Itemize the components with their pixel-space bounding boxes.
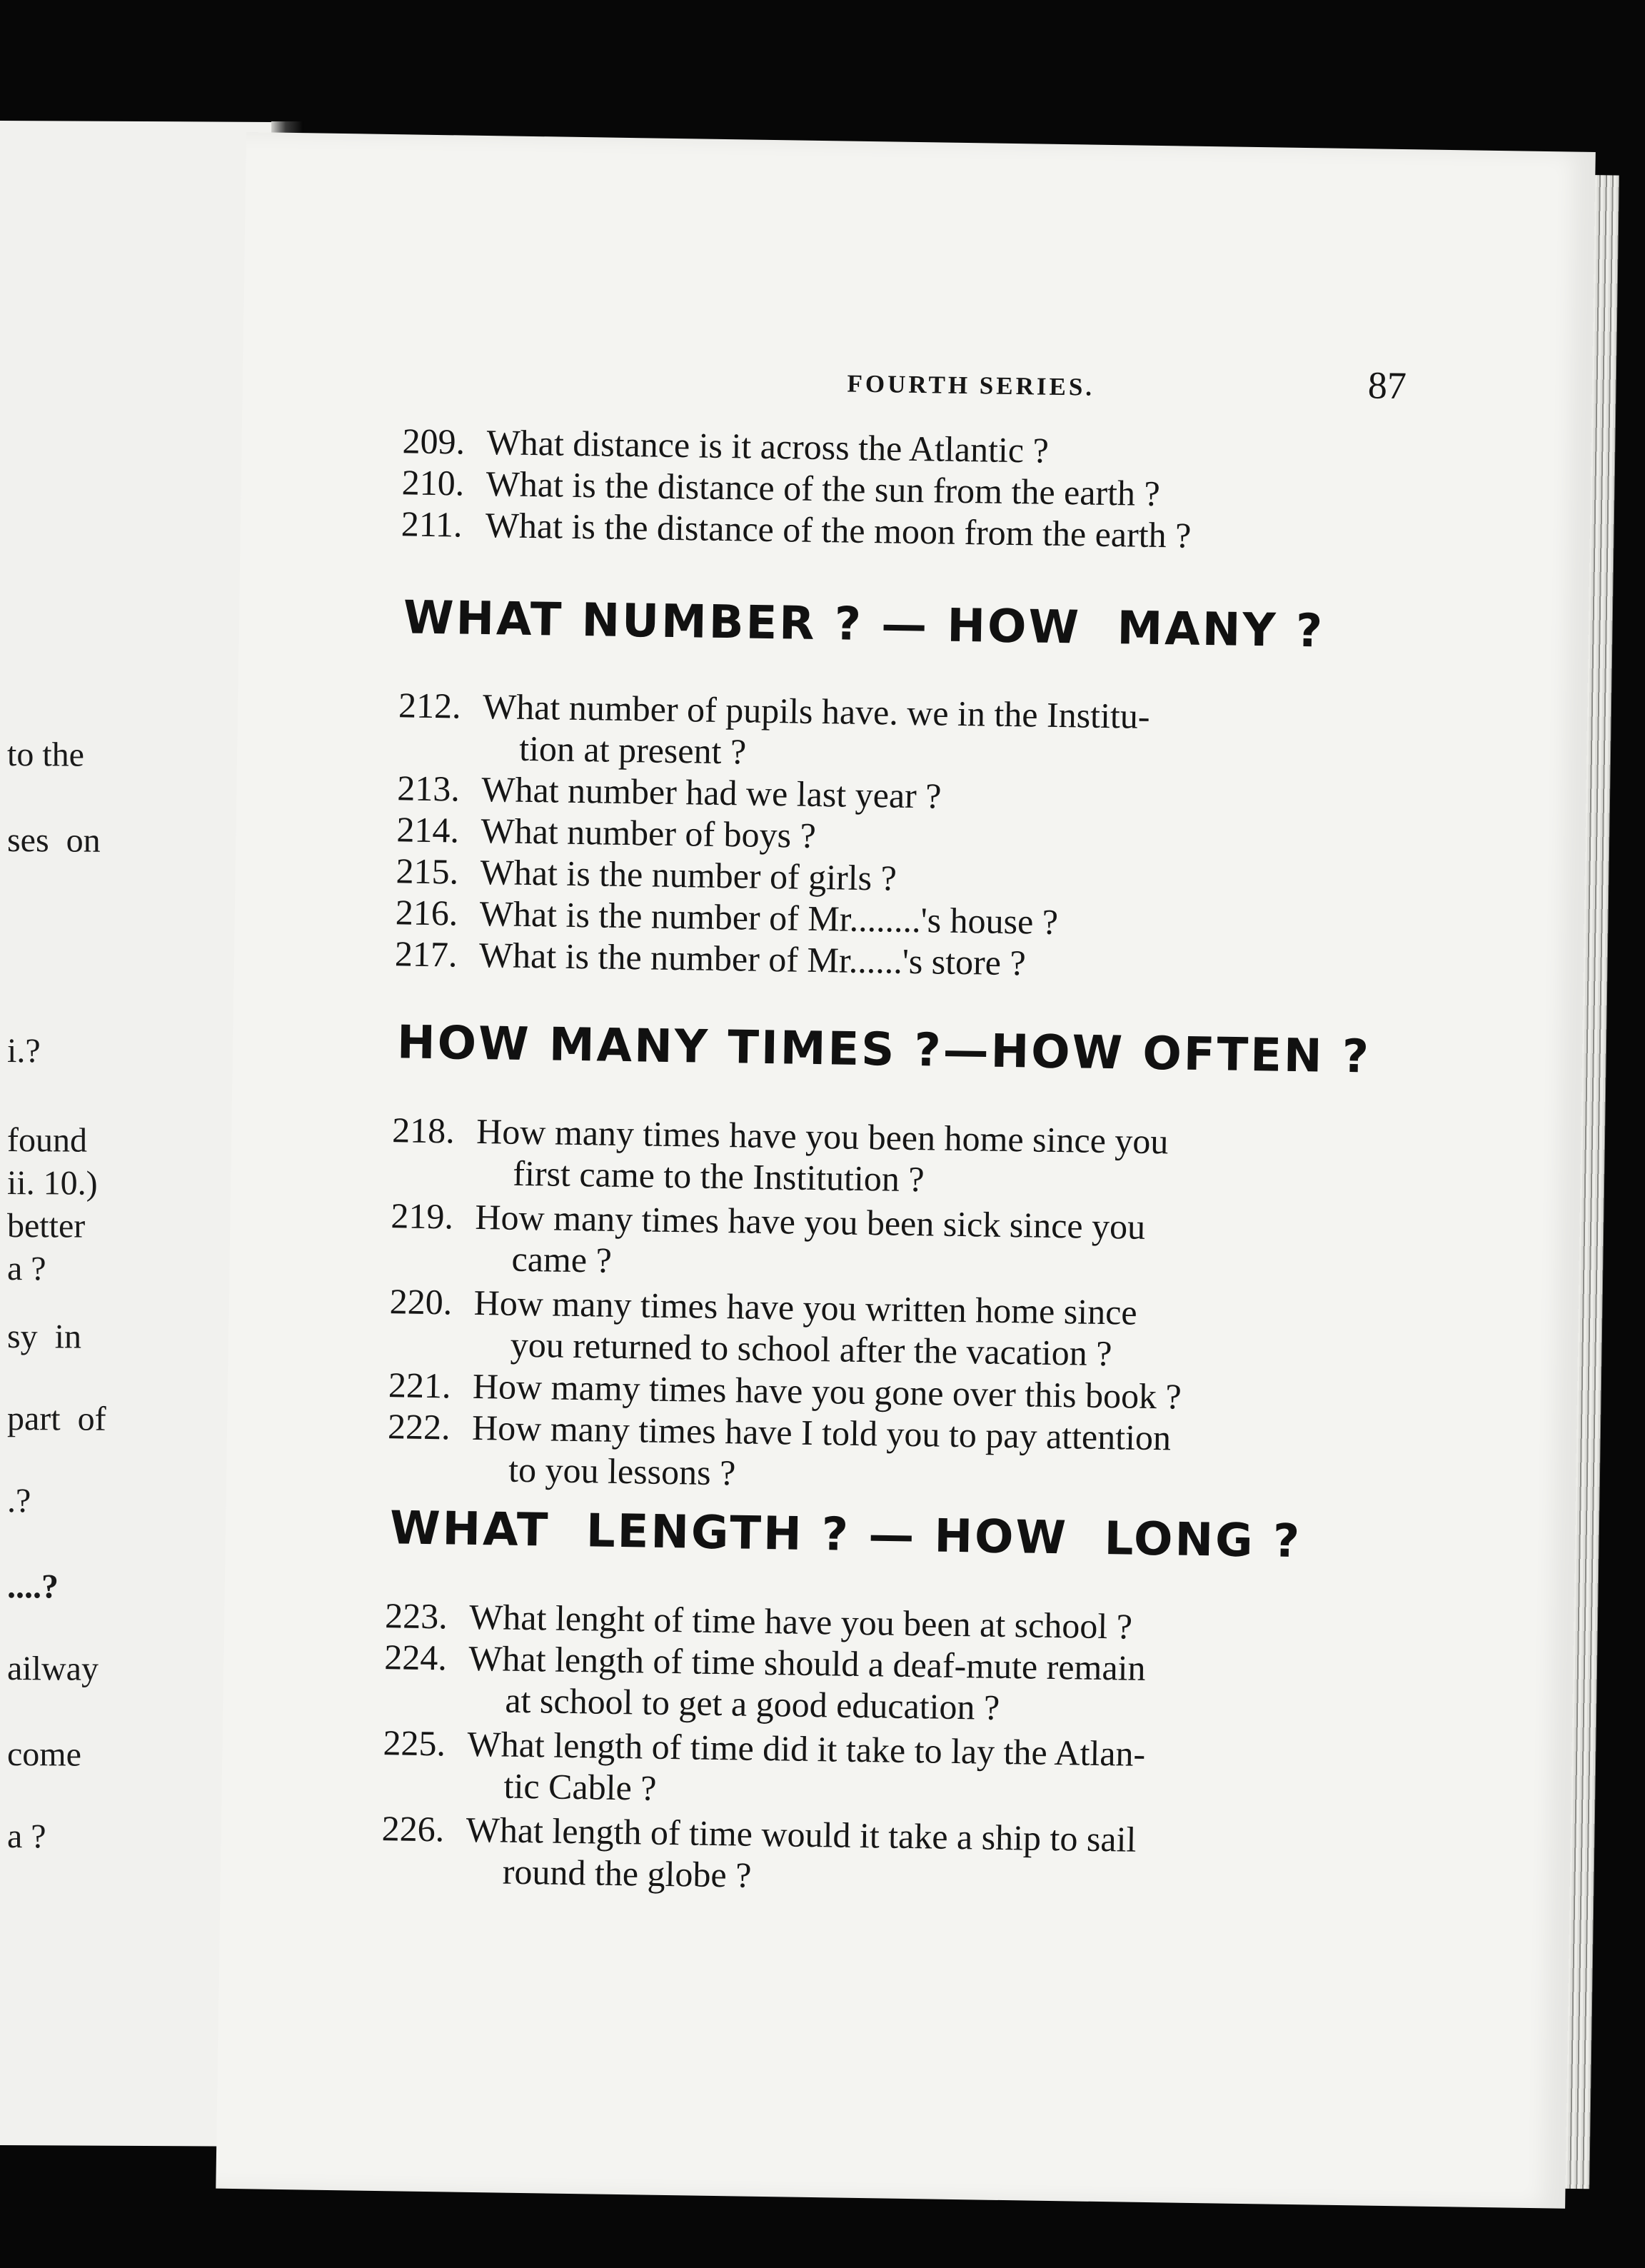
question-number: 212. <box>398 685 462 726</box>
question-continuation: tic Cable ? <box>503 1765 657 1808</box>
question-number: 215. <box>396 850 459 892</box>
question-text: What length of time would it take a ship to sail <box>466 1809 1137 1860</box>
question-number: 219. <box>391 1195 454 1237</box>
question-number: 218. <box>391 1110 456 1151</box>
question-text: How many times have you been sick since you <box>475 1196 1146 1247</box>
question-text: What number had we last year ? <box>481 768 942 816</box>
left-page-line: a ? <box>7 1817 46 1856</box>
question-number: 214. <box>396 809 460 850</box>
question-text: What lenght of time have you been at school ? <box>468 1596 1133 1647</box>
question-continuation: tion at present ? <box>518 728 747 772</box>
question-text: What is the number of girls ? <box>480 851 897 898</box>
left-page-line: to the <box>7 736 84 774</box>
question-continuation: at school to get a good education ? <box>505 1680 1000 1727</box>
question-number: 222. <box>387 1406 451 1447</box>
left-page-line: come <box>7 1735 81 1774</box>
left-page-line: ....? <box>7 1567 59 1606</box>
question-continuation: first came to the Institution ? <box>513 1153 925 1200</box>
left-page-line: .? <box>7 1482 31 1520</box>
question-continuation: to you lessons ? <box>508 1449 736 1493</box>
question-text: How mamy times have you gone over this book ? <box>472 1365 1182 1417</box>
question-text: What length of time did it take to lay the Atlan- <box>467 1723 1146 1774</box>
left-page-line: ii. 10.) <box>7 1164 98 1203</box>
question-number: 211. <box>401 503 463 545</box>
question-number: 209. <box>402 421 466 462</box>
question-text: What number of pupils have. we in the Institu- <box>482 686 1150 736</box>
question-continuation: you returned to school after the vacation ? <box>510 1324 1112 1374</box>
question-text: How many times have I told you to pay attention <box>471 1407 1172 1458</box>
question-number: 226. <box>381 1808 445 1850</box>
question-text: What is the number of Mr......'s store ? <box>478 934 1027 983</box>
question-number: 221. <box>388 1365 451 1406</box>
question-text: What length of time should a deaf-mute remain <box>468 1637 1146 1688</box>
question-continuation: round the globe ? <box>502 1851 752 1895</box>
question-text: How many times have you been home since you <box>476 1110 1169 1162</box>
running-head: FOURTH SERIES. <box>847 369 1095 401</box>
question <box>391 1109 1385 1207</box>
question-continuation: came ? <box>511 1238 613 1280</box>
section-heading: WHAT NUMBER ? — HOW MANY ? <box>403 591 1325 658</box>
question-number: 213. <box>396 768 461 809</box>
left-page-line: a ? <box>7 1250 46 1288</box>
question-number: 225. <box>383 1722 446 1764</box>
question-number: 210. <box>401 462 465 503</box>
left-page-line: ailway <box>7 1650 99 1688</box>
question <box>381 1807 1374 1905</box>
left-page-line: i.? <box>7 1032 41 1070</box>
right-page <box>216 132 1596 2209</box>
left-page-line: part of <box>7 1400 106 1438</box>
question-number: 220. <box>389 1281 453 1323</box>
question-number: 216. <box>395 892 458 933</box>
question-number: 224. <box>383 1637 448 1678</box>
question <box>383 1636 1377 1734</box>
question-number: 223. <box>384 1595 448 1637</box>
question-text: What is the distance of the moon from the earth ? <box>485 505 1192 556</box>
question <box>388 1280 1382 1378</box>
question-number: 217. <box>394 933 458 975</box>
section-heading: WHAT LENGTH ? — HOW LONG ? <box>389 1502 1302 1569</box>
question-text: How many times have you written home since <box>473 1282 1138 1333</box>
question <box>398 684 1392 782</box>
question-text: What is the number of Mr........'s house ? <box>479 893 1059 942</box>
left-page-line: sy in <box>7 1318 82 1356</box>
left-page-line: found <box>7 1121 87 1160</box>
page-number: 87 <box>1367 363 1407 408</box>
left-page-line: ses on <box>7 821 101 860</box>
question-text: What number of boys ? <box>481 810 817 855</box>
question <box>387 1405 1381 1503</box>
left-page-line: better <box>7 1207 86 1245</box>
question-text: What is the distance of the sun from the earth ? <box>486 463 1161 514</box>
question <box>382 1722 1376 1820</box>
section-heading: HOW MANY TIMES ?—HOW OFTEN ? <box>396 1016 1372 1084</box>
question-text: What distance is it across the Atlantic ? <box>486 422 1050 471</box>
question <box>390 1195 1384 1293</box>
